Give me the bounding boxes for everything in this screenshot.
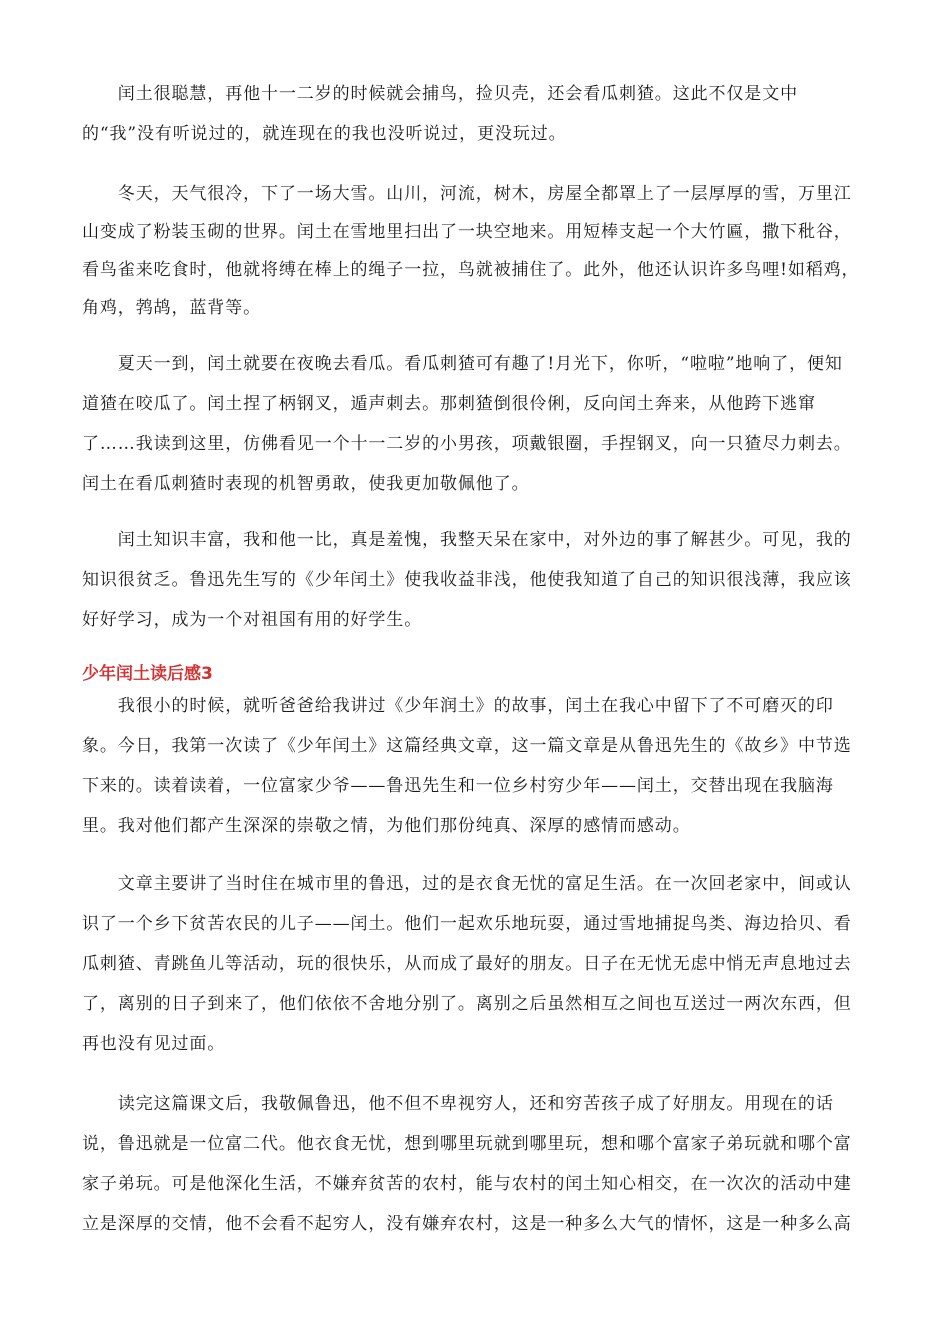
- text-line: 立是深厚的交情，他不会看不起穷人，没有嫌弃农村，这是一种多么大气的情怀，这是一种多么高: [82, 1214, 852, 1234]
- text-line: 里。我对他们都产生深深的崇敬之情，为他们那份纯真、深厚的感情而感动。: [82, 816, 691, 836]
- text-line: 了……我读到这里，仿佛看见一个十一二岁的小男孩，项戴银圈，手捏钢叉，向一只猹尽力刺去。: [82, 434, 852, 454]
- text-line: 象。今日，我第一次读了《少年闰土》这篇经典文章，这一篇文章是从鲁迅先生的《故乡》中节选: [82, 736, 852, 756]
- text-line: 知识很贫乏。鲁迅先生写的《少年闰土》使我收益非浅，他使我知道了自己的知识很浅薄，我应该: [82, 570, 852, 590]
- text-line: 看鸟雀来吃食时，他就将缚在棒上的绳子一拉，鸟就被捕住了。此外，他还认识许多鸟哩!如稻鸡，: [82, 260, 860, 280]
- text-line: 瓜刺猹、青跳鱼儿等活动，玩的很快乐，从而成了最好的朋友。日子在无忧无虑中悄无声息地过去: [82, 954, 852, 974]
- text-line: 山变成了粉装玉砌的世界。闰土在雪地里扫出了一块空地来。用短棒支起一个大竹匾，撒下秕谷，: [82, 222, 852, 242]
- section-heading: 少年闰土读后感3: [82, 664, 213, 684]
- text-line: 读完这篇课文后，我敬佩鲁迅，他不但不卑视穷人，还和穷苦孩子成了好朋友。用现在的话: [82, 1094, 834, 1114]
- text-line: 说，鲁迅就是一位富二代。他衣食无忧，想到哪里玩就到哪里玩，想和哪个富家子弟玩就和哪个富: [82, 1134, 852, 1154]
- text-line: 文章主要讲了当时住在城市里的鲁迅，过的是衣食无忧的富足生活。在一次回老家中，间或认: [82, 874, 852, 894]
- text-line: 下来的。读着读着，一位富家少爷——鲁迅先生和一位乡村穷少年——闰土，交替出现在我脑海: [82, 776, 834, 796]
- text-line: 闰土很聪慧，再他十一二岁的时候就会捕鸟，捡贝壳，还会看瓜刺猹。这此不仅是文中: [82, 84, 798, 104]
- text-line: 家子弟玩。可是他深化生活，不嫌弃贫苦的农村，能与农村的闰土知心相交，在一次次的活动中建: [82, 1174, 852, 1194]
- text-line: 我很小的时候，就听爸爸给我讲过《少年润土》的故事，闰土在我心中留下了不可磨灭的印: [82, 696, 834, 716]
- text-line: 再也没有见过面。: [82, 1034, 226, 1054]
- text-line: 夏天一到，闰土就要在夜晚去看瓜。看瓜刺猹可有趣了!月光下，你听，“啦啦”地响了，便知: [82, 354, 843, 374]
- text-line: 闰土知识丰富，我和他一比，真是羞愧，我整天呆在家中，对外边的事了解甚少。可见，我的: [82, 530, 852, 550]
- text-line: 识了一个乡下贫苦农民的儿子——闰土。他们一起欢乐地玩耍，通过雪地捕捉鸟类、海边拾贝、看: [82, 914, 852, 934]
- text-line: 闰土在看瓜刺猹时表现的机智勇敢，使我更加敬佩他了。: [82, 474, 530, 494]
- text-line: 的“我”没有听说过的，就连现在的我也没听说过，更没玩过。: [82, 124, 567, 144]
- text-line: 道猹在咬瓜了。闰土捏了柄钢叉，遁声刺去。那刺猹倒很伶俐，反向闰土奔来，从他跨下逃窜: [82, 394, 816, 414]
- text-line: 冬天，天气很冷，下了一场大雪。山川，河流，树木，房屋全都罩上了一层厚厚的雪，万里江: [82, 184, 852, 204]
- text-line: 了，离别的日子到来了，他们依依不舍地分别了。离别之后虽然相互之间也互送过一两次东西，但: [82, 994, 852, 1014]
- text-line: 角鸡，鹁鸪，蓝背等。: [82, 298, 261, 318]
- text-line: 好好学习，成为一个对祖国有用的好学生。: [82, 610, 423, 630]
